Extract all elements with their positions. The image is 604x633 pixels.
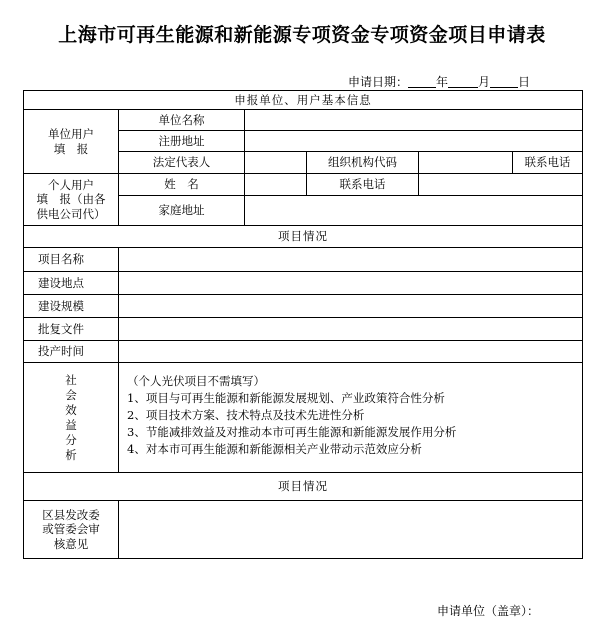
unit-phone-label: 联系电话 <box>513 152 583 174</box>
legal-rep-label: 法定代表人 <box>119 152 245 174</box>
social-benefit-label-text: 社会效益分析 <box>65 372 77 462</box>
social-benefit-item: 4、对本市可再生能源和新能源相关产业带动示范效应分析 <box>127 442 422 456</box>
approval-docs-label: 批复文件 <box>24 318 119 341</box>
day-blank[interactable] <box>490 75 518 88</box>
person-name-label: 姓 名 <box>119 174 245 196</box>
section-basic-info: 申报单位、用户基本信息 <box>24 91 583 110</box>
day-label: 日 <box>518 75 531 89</box>
unit-name-field[interactable] <box>245 110 583 131</box>
person-phone-label: 联系电话 <box>307 174 419 196</box>
project-name-field[interactable] <box>119 248 583 272</box>
social-benefit-label <box>24 363 119 473</box>
unit-user-label-line1: 单位用户 <box>48 127 94 142</box>
individual-user-label-line2: 填 报（由各 <box>36 192 106 207</box>
scale-label: 建设规模 <box>24 295 119 318</box>
legal-rep-field[interactable] <box>245 152 307 174</box>
person-name-field[interactable] <box>245 174 307 196</box>
org-code-field[interactable] <box>419 152 513 174</box>
review-label-line3: 核意见 <box>53 536 89 551</box>
location-field[interactable] <box>119 272 583 295</box>
year-label: 年 <box>436 75 449 89</box>
individual-user-label <box>24 174 119 226</box>
home-address-field[interactable] <box>245 196 583 226</box>
section-project-info-2: 项目情况 <box>24 473 583 501</box>
location-label: 建设地点 <box>24 272 119 295</box>
home-address-label: 家庭地址 <box>119 196 245 226</box>
social-benefit-content[interactable] <box>119 363 583 473</box>
unit-user-label-line2: 填 报 <box>53 141 89 156</box>
approval-docs-field[interactable] <box>119 318 583 341</box>
production-time-field[interactable] <box>119 341 583 363</box>
section-project-info: 项目情况 <box>24 226 583 248</box>
review-label-line2: 或管委会审 <box>42 522 100 537</box>
application-form-table <box>23 90 583 559</box>
social-benefit-item: 3、节能减排效益及对推动本市可再生能源和新能源发展作用分析 <box>127 425 457 439</box>
social-benefit-item: 1、项目与可再生能源和新能源发展规划、产业政策符合性分析 <box>127 391 445 405</box>
review-opinion-field[interactable] <box>119 501 583 559</box>
year-blank[interactable] <box>408 75 436 88</box>
month-blank[interactable] <box>448 75 478 88</box>
project-name-label: 项目名称 <box>24 248 119 272</box>
review-label-line1: 区县发改委 <box>42 507 100 522</box>
org-code-label: 组织机构代码 <box>307 152 419 174</box>
reg-address-field[interactable] <box>245 131 583 152</box>
unit-name-label: 单位名称 <box>119 110 245 131</box>
social-benefit-item: 2、项目技术方案、技术特点及技术先进性分析 <box>127 408 365 422</box>
social-benefit-note: （个人光伏项目不需填写） <box>127 374 265 388</box>
scale-field[interactable] <box>119 295 583 318</box>
review-label <box>24 501 119 559</box>
unit-user-label <box>24 110 119 174</box>
month-label: 月 <box>478 75 491 89</box>
form-title: 上海市可再生能源和新能源专项资金专项资金项目申请表 <box>58 24 546 46</box>
application-date <box>348 73 530 90</box>
reg-address-label: 注册地址 <box>119 131 245 152</box>
applicant-seal-label: 申请单位（盖章）： <box>437 604 540 618</box>
individual-user-label-line3: 供电公司代） <box>36 206 106 221</box>
production-time-label: 投产时间 <box>24 341 119 363</box>
date-label: 申请日期： <box>348 75 409 89</box>
individual-user-label-line1: 个人用户 <box>48 177 94 192</box>
person-phone-field[interactable] <box>419 174 583 196</box>
